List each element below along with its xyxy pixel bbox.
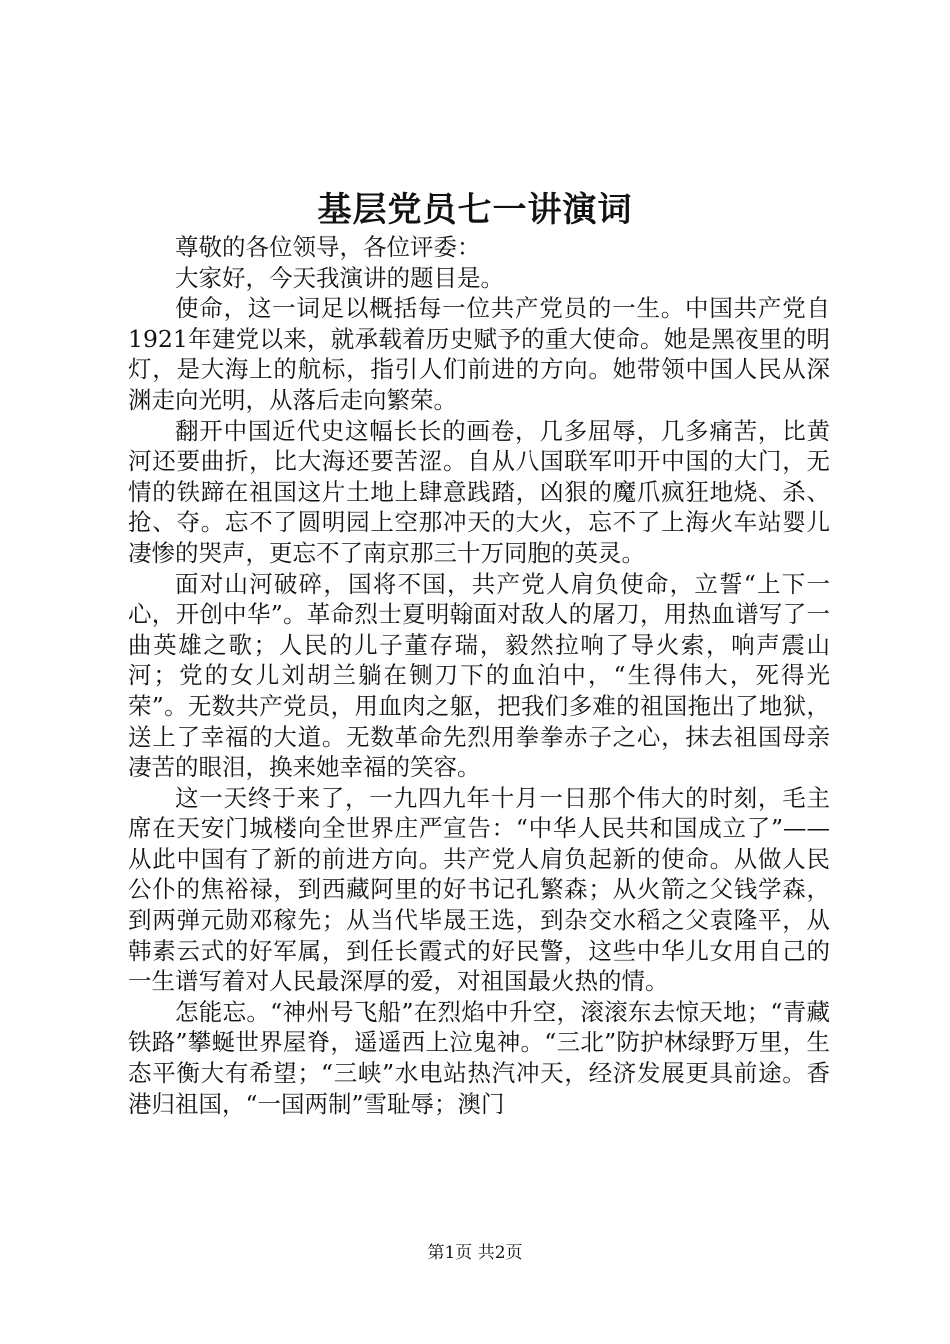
paragraph: 面对山河破碎，国将不国，共产党人肩负使命，立誓“上下一心，开创中华”。革命烈士夏明翰面对敌人的屠刀，用热血谱写了一曲英雄之歌；人民的儿子董存瑞，毅然拉响了导火索，响声震山河；党的女儿刘胡兰躺在铡刀下的血泊中，“生得伟大，死得光荣”。无数共产党员，用血肉之躯，把我们多难的祖国拖出了地狱，送上了幸福的大道。无数革命先烈用拳拳赤子之心，抹去祖国母亲凄苦的眼泪，换来她幸福的笑容。	[128, 569, 830, 782]
page-footer: 第1页 共2页	[427, 1243, 523, 1263]
document-title: 基层党员七一讲演词	[317, 190, 633, 230]
paragraph: 怎能忘。“神州号飞船”在烈焰中升空，滚滚东去惊天地；“青藏铁路”攀蜒世界屋脊，遥遥西上泣鬼神。“三北”防护林绿野万里，生态平衡大有希望；“三峡”水电站热汽冲天，经济发展更具前途。香港归祖国，“一国两制”雪耻辱；澳门	[128, 997, 830, 1118]
paragraph: 翻开中国近代史这幅长长的画卷，几多屈辱，几多痛苦，比黄河还要曲折，比大海还要苦涩。自从八国联军叩开中国的大门，无情的铁蹄在祖国这片土地上肆意践踏，凶狠的魔爪疯狂地烧、杀、抢、夺。忘不了圆明园上空那冲天的大火，忘不了上海火车站婴儿凄惨的哭声，更忘不了南京那三十万同胞的英灵。	[128, 416, 830, 567]
document-body	[128, 232, 830, 1119]
paragraph: 这一天终于来了，一九四九年十月一日那个伟大的时刻，毛主席在天安门城楼向全世界庄严宣告：“中华人民共和国成立了”——从此中国有了新的前进方向。共产党人肩负起新的使命。从做人民公仆的焦裕禄，到西藏阿里的好书记孔繁森；从火箭之父钱学森，到两弹元勋邓稼先；从当代毕晟王选，到杂交水稻之父袁隆平，从韩素云式的好军属，到任长霞式的好民警，这些中华儿女用自己的一生谱写着对人民最深厚的爱，对祖国最火热的情。	[128, 783, 830, 996]
paragraph: 大家好，今天我演讲的题目是。	[175, 263, 504, 292]
paragraph: 尊敬的各位领导，各位评委：	[175, 233, 481, 261]
paragraph: 使命，这一词足以概括每一位共产党员的一生。中国共产党自1921年建党以来，就承载着历史赋予的重大使命。她是黑夜里的明灯，是大海上的航标，指引人们前进的方向。她带领中国人民从深渊走向光明，从落后走向繁荣。	[128, 294, 830, 414]
